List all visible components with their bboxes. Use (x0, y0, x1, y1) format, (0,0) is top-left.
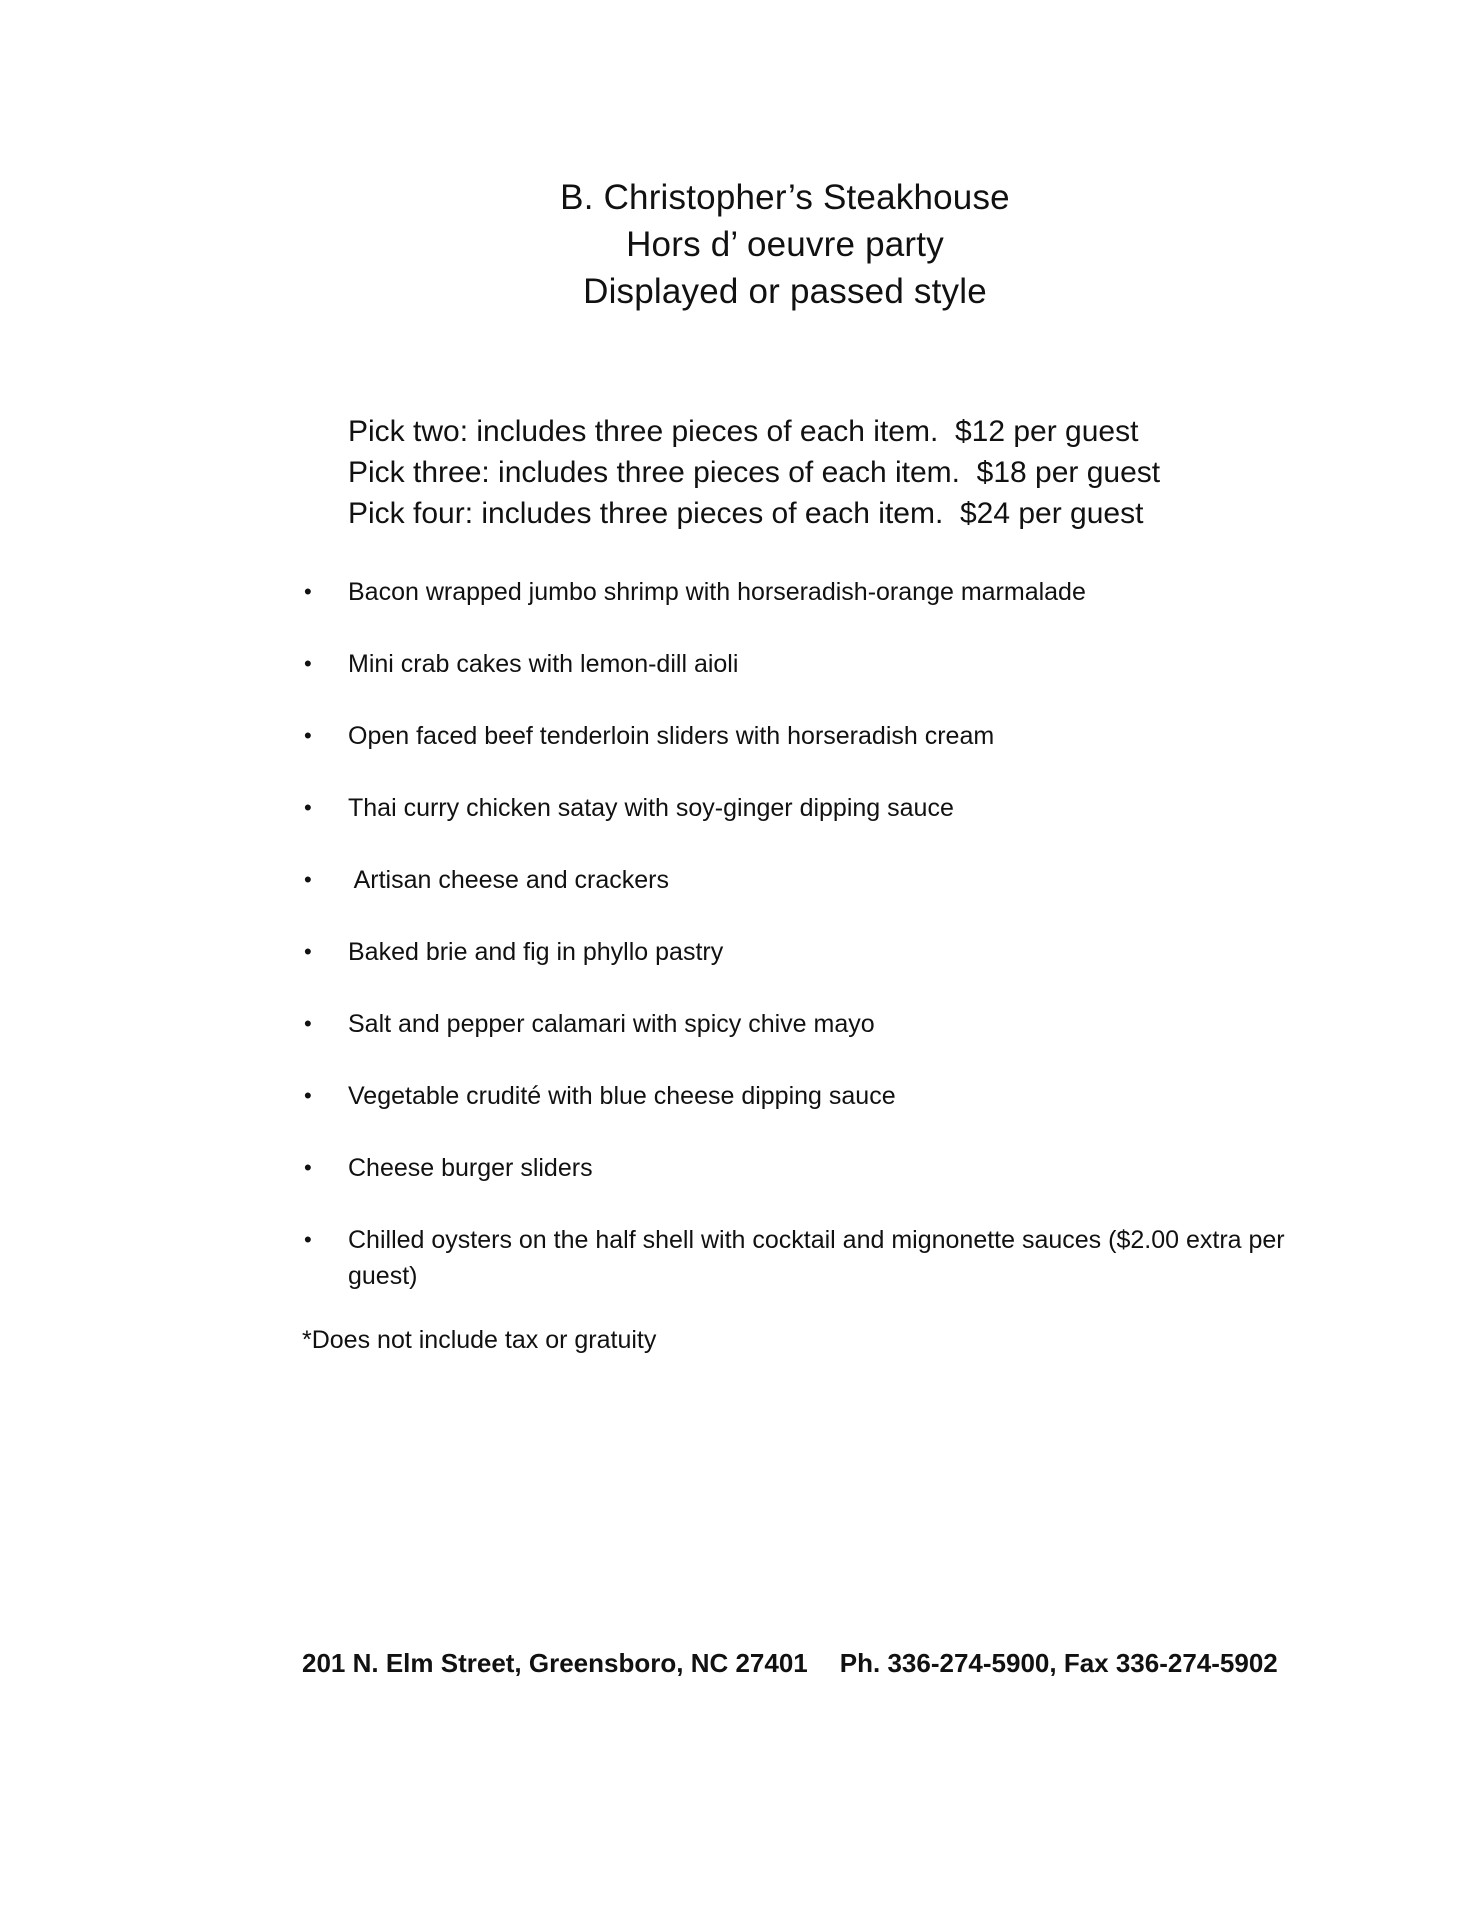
event-title: Hors d’ oeuvre party (626, 225, 944, 264)
list-item (300, 646, 1310, 682)
pricing-pick-four: Pick four: includes three pieces of each item. $24 per guest (348, 497, 1144, 530)
bullet-icon: • (304, 1227, 312, 1252)
menu-item-text: Artisan cheese and crackers (348, 866, 669, 894)
bullet-icon: • (304, 795, 312, 820)
bullet-icon: • (304, 867, 312, 892)
menu-item-text: Salt and pepper calamari with spicy chive mayo (348, 1010, 875, 1038)
bullet-icon: • (304, 1155, 312, 1180)
list-item (300, 574, 1310, 610)
list-item (300, 862, 1310, 898)
menu-item-text: Open faced beef tenderloin sliders with horseradish cream (348, 722, 995, 750)
bullet-icon: • (304, 939, 312, 964)
menu-item-text: Bacon wrapped jumbo shrimp with horseradish-orange marmalade (348, 578, 1086, 606)
menu-item-list (300, 574, 1310, 1330)
menu-item-text: Cheese burger sliders (348, 1154, 593, 1182)
service-style: Displayed or passed style (583, 272, 987, 311)
menu-item-text: Vegetable crudité with blue cheese dipping sauce (348, 1082, 896, 1110)
pricing-options (348, 411, 1160, 534)
list-item (300, 1150, 1310, 1186)
tax-gratuity-note: *Does not include tax or gratuity (302, 1326, 657, 1354)
list-item (300, 1078, 1310, 1114)
pricing-pick-two: Pick two: includes three pieces of each item. $12 per guest (348, 415, 1139, 448)
footer-address: 201 N. Elm Street, Greensboro, NC 27401 (302, 1648, 808, 1678)
footer-phone-fax: Ph. 336-274-5900, Fax 336-274-5902 (839, 1648, 1278, 1678)
menu-header (0, 174, 1484, 315)
list-item (300, 934, 1310, 970)
list-item (300, 790, 1310, 826)
bullet-icon: • (304, 1011, 312, 1036)
menu-item-text: Chilled oysters on the half shell with cocktail and mignonette sauces ($2.00 extra per guest) (348, 1226, 1285, 1290)
list-item (300, 718, 1310, 754)
bullet-icon: • (304, 1083, 312, 1108)
menu-item-text: Baked brie and fig in phyllo pastry (348, 938, 724, 966)
restaurant-name: B. Christopher’s Steakhouse (560, 178, 1010, 217)
menu-item-text: Mini crab cakes with lemon-dill aioli (348, 650, 739, 678)
bullet-icon: • (304, 651, 312, 676)
bullet-icon: • (304, 579, 312, 604)
pricing-pick-three: Pick three: includes three pieces of each item. $18 per guest (348, 456, 1161, 489)
footer-contact (302, 1645, 1278, 1681)
list-item (300, 1222, 1310, 1294)
list-item (300, 1006, 1310, 1042)
bullet-icon: • (304, 723, 312, 748)
menu-item-text: Thai curry chicken satay with soy-ginger dipping sauce (348, 794, 954, 822)
